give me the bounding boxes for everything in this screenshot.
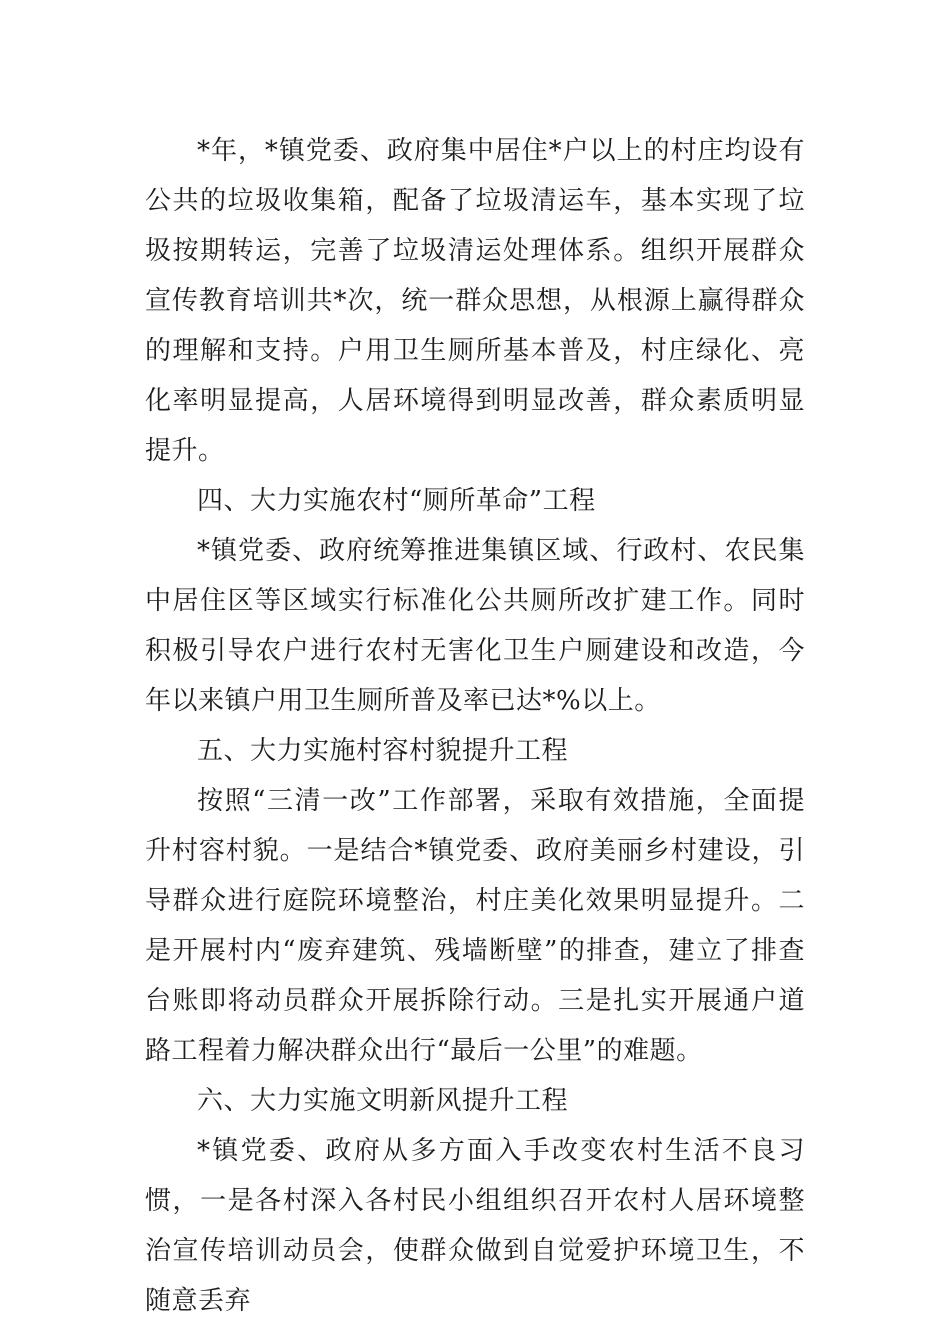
paragraph-toilet-revolution: *镇党委、政府统筹推进集镇区域、行政村、农民集中居住区等区域实行标准化公共厕所改扩建工作。同时积极引导农户进行农村无害化卫生户厕建设和改造，今年以来镇户用卫生厕所普及率已达*%以上。 <box>145 536 805 716</box>
section-heading-village-appearance: 五、大力实施村容村貌提升工程 <box>197 736 569 766</box>
section-heading-civilization: 六、大力实施文明新风提升工程 <box>197 1086 569 1116</box>
paragraph-civilization: *镇党委、政府从多方面入手改变农村生活不良习惯，一是各村深入各村民小组组织召开农村人居环境整治宣传培训动员会，使群众做到自觉爱护环境卫生，不随意丢弃 <box>145 1136 805 1316</box>
document-body <box>145 126 805 1326</box>
paragraph-garbage-collection: *年，*镇党委、政府集中居住*户以上的村庄均设有公共的垃圾收集箱，配备了垃圾清运车，基本实现了垃圾按期转运，完善了垃圾清运处理体系。组织开展群众宣传教育培训共*次，统一群众思想，从根源上赢得群众的理解和支持。户用卫生厕所基本普及，村庄绿化、亮化率明显提高，人居环境得到明显改善，群众素质明显提升。 <box>145 136 805 466</box>
paragraph-village-appearance: 按照“三清一改”工作部署，采取有效措施，全面提升村容村貌。一是结合*镇党委、政府美丽乡村建设，引导群众进行庭院环境整治，村庄美化效果明显提升。二是开展村内“废弃建筑、残墙断壁”的排查，建立了排查台账即将动员群众开展拆除行动。三是扎实开展通户道路工程着力解决群众出行“最后一公里”的难题。 <box>145 786 805 1066</box>
section-heading-toilet-revolution: 四、大力实施农村“厕所革命”工程 <box>197 486 596 516</box>
